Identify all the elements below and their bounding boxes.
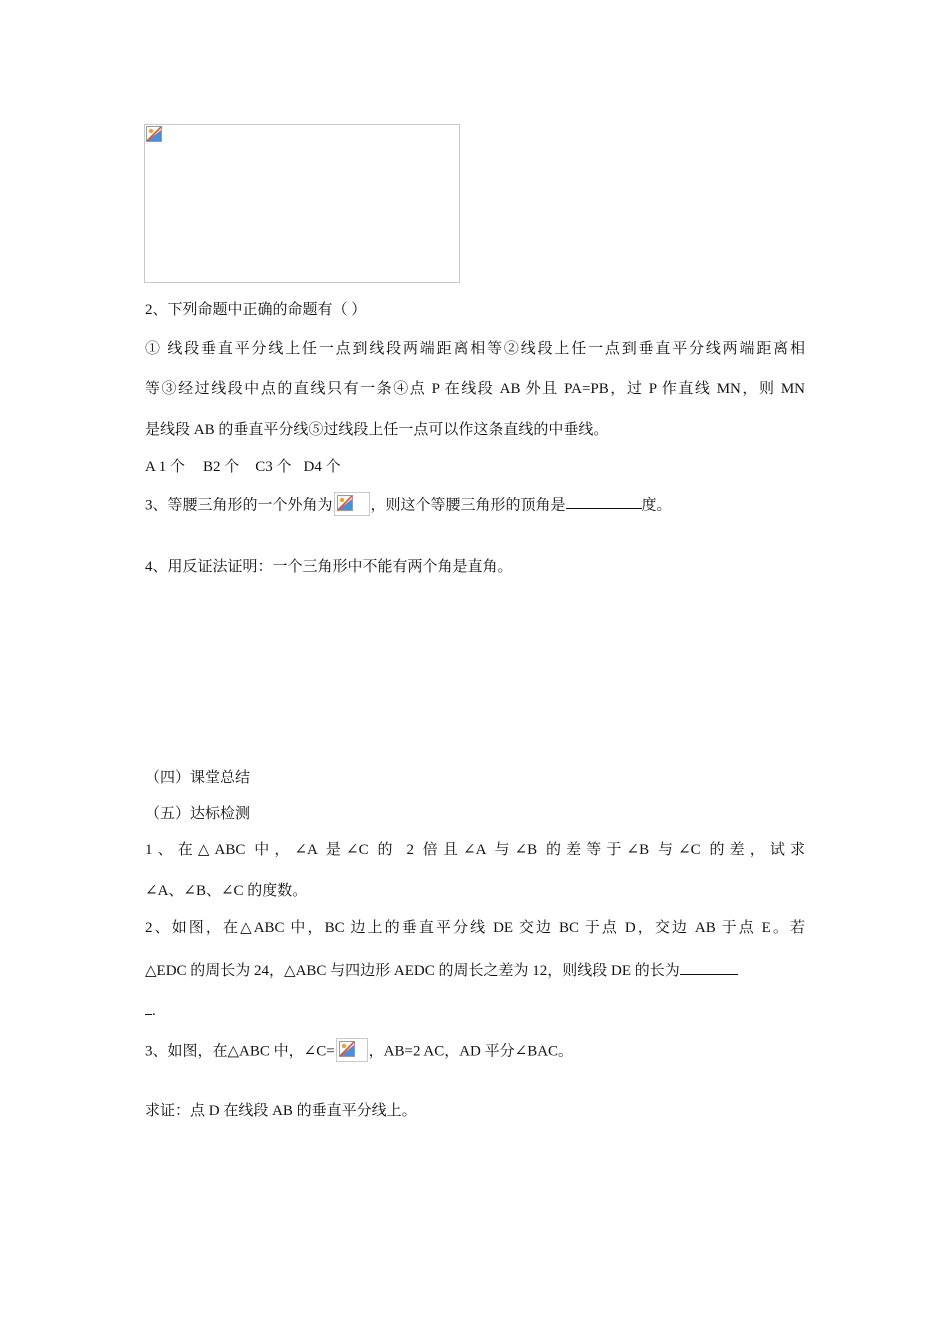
t2-line1: 2、如图，在△ABC 中，BC 边上的垂直平分线 DE 交边 BC 于点 D，交边 AB 于点 E。若 bbox=[145, 920, 805, 936]
q3-line bbox=[145, 494, 672, 518]
q2-option-b: B2 个 bbox=[203, 459, 240, 475]
t3-inline-image bbox=[336, 1038, 368, 1062]
q4-text: 4、用反证法证明：一个三角形中不能有两个角是直角。 bbox=[145, 559, 513, 575]
t3-line bbox=[145, 1040, 573, 1064]
t2-answer-blank-cont bbox=[145, 1000, 152, 1015]
t1-line2: ∠A、∠B、∠C 的度数。 bbox=[145, 883, 308, 899]
broken-image-icon bbox=[146, 126, 162, 142]
broken-image-icon bbox=[337, 495, 353, 511]
t1-line1: 1、在△ABC 中，∠A 是∠C 的 2 倍且∠A 与∠B 的差等于∠B 与∠C 的差，试求 bbox=[145, 842, 805, 858]
t2-answer-blank bbox=[680, 960, 738, 975]
q2-title: 2、下列命题中正确的命题有（ ） bbox=[145, 302, 367, 318]
q2-statement-line1: ① 线段垂直平分线上任一点到线段两端距离相等②线段上任一点到垂直平分线两端距离相 bbox=[145, 341, 805, 357]
q2-statement-line3: 是线段 AB 的垂直平分线⑤过线段上任一点可以作这条直线的中垂线。 bbox=[145, 422, 609, 438]
t3-proof: 求证：点 D 在线段 AB 的垂直平分线上。 bbox=[145, 1103, 417, 1119]
figure-image-placeholder bbox=[144, 124, 460, 283]
q3-text-before: 3、等腰三角形的一个外角为 bbox=[145, 497, 333, 514]
q3-unit: 度。 bbox=[641, 497, 672, 514]
q3-answer-blank bbox=[566, 494, 642, 509]
q3-inline-image bbox=[334, 492, 370, 516]
q2-option-c: C3 个 bbox=[255, 459, 292, 475]
section5-title: （五）达标检测 bbox=[145, 806, 251, 822]
t2-line2-text: △EDC 的周长为 24，△ABC 与四边形 AEDC 的周长之差为 12，则线段 DE 的长为 bbox=[145, 963, 680, 979]
t2-line3-end: . bbox=[152, 1003, 156, 1019]
section4-title: （四）课堂总结 bbox=[145, 770, 251, 786]
q2-statement-line2: 等③经过线段中点的直线只有一条④点 P 在线段 AB 外且 PA=PB，过 P 作直线 MN，则 MN bbox=[145, 381, 805, 397]
q3-text-after: ，则这个等腰三角形的顶角是 bbox=[370, 497, 566, 514]
q2-option-a: A 1 个 bbox=[145, 459, 186, 475]
broken-image-icon bbox=[339, 1041, 355, 1057]
t3-text-after: ，AB=2 AC，AD 平分∠BAC。 bbox=[368, 1043, 574, 1060]
t2-line2 bbox=[145, 960, 738, 981]
q2-options bbox=[145, 457, 341, 477]
q2-option-d: D4 个 bbox=[303, 459, 341, 475]
t3-text-before: 3、如图，在△ABC 中，∠C= bbox=[145, 1043, 335, 1060]
t2-line3 bbox=[145, 1000, 156, 1021]
